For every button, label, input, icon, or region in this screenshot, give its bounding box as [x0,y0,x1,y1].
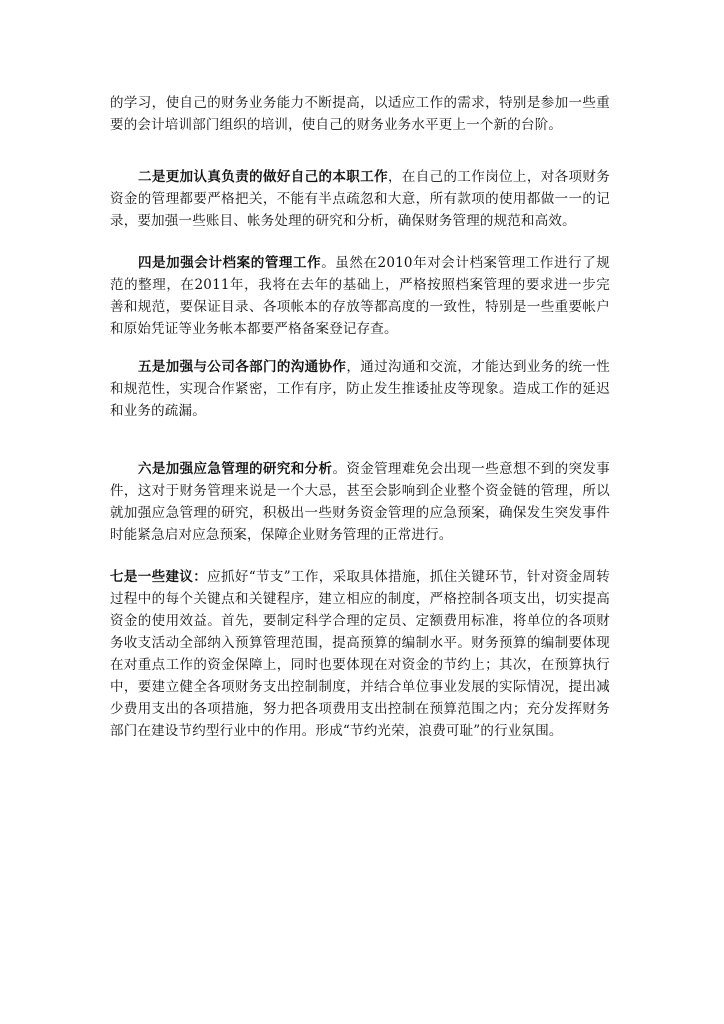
paragraph-point-six [110,458,610,546]
paragraph-heading: 五是加强与公司各部门的沟通协作 [138,359,347,375]
paragraph-text: 的学习，使自己的财务业务能力不断提高，以适应工作的需求，特别是参加一些重要的会计培训部门组织的培训，使自己的财务业务水平更上一个新的台阶。 [110,95,610,133]
paragraph-heading: 七是一些建议： [110,569,208,585]
paragraph-text: ，在自己的工作岗位上，对各项财务资金的管理都要严格把关，不能有半点疏忽和大意，所有款项的使用都做一一的记录，要加强一些账目、帐务处理的研究和分析，确保财务管理的规范和高效。 [110,169,610,229]
paragraph-text: 应抓好“节支”工作，采取具体措施，抓住关键环节，针对资金周转过程中的每个关键点和关键程序，建立相应的制度，严格控制各项支出，切实提高资金的使用效益。首先，要制定科学合理的定员、定额费用标准，将单位的各项财务收支活动全部纳入预算管理范围，提高预算的编制水平。财务预算的编制要体现在对重点工作的资金保障上，同时也要体现在对资金的节约上；其次，在预算执行中，要建立健全各项财务支出控制制度，并结合单位事业发展的实际情况，提出减少费用支出的各项措施，努力把各项费用支出控制在预算范围之内；充分发挥财务部门在建设节约型行业中的作用。形成“节约光荣，浪费可耻”的行业氛围。 [110,569,610,739]
paragraph-text: 。资金管理难免会出现一些意想不到的突发事件，这对于财务管理来说是一个大忌，甚至会影响到企业整个资金链的管理，所以就加强应急管理的研究，积极出一些财务资金管理的应急预案，确保发生突发事件时能紧急启对应急预案，保障企业财务管理的正常进行。 [110,461,610,543]
paragraph-continuation [110,92,610,136]
paragraph-point-five [110,356,610,422]
paragraph-text: ，通过沟通和交流，才能达到业务的统一性和规范性，实现合作紧密，工作有序，防止发生推诿扯皮等现象。造成工作的延迟和业务的疏漏。 [110,359,610,419]
paragraph-text: 。虽然在2010年对会计档案管理工作进行了规范的整理，在2011年，我将在去年的基础上，严格按照档案管理的要求进一步完善和规范，要保证目录、各项帐本的存放等都高度的一致性，特别是一些重要帐户和原始凭证等业务帐本都要严格备案登记存查。 [110,255,610,337]
paragraph-heading: 六是加强应急管理的研究和分析 [138,461,333,477]
paragraph-point-four [110,252,610,340]
paragraph-point-two [110,166,610,232]
paragraph-heading: 四是加强会计档案的管理工作 [138,255,322,271]
paragraph-heading: 二是更加认真负责的做好自己的本职工作 [138,169,388,185]
paragraph-point-seven [110,566,610,742]
